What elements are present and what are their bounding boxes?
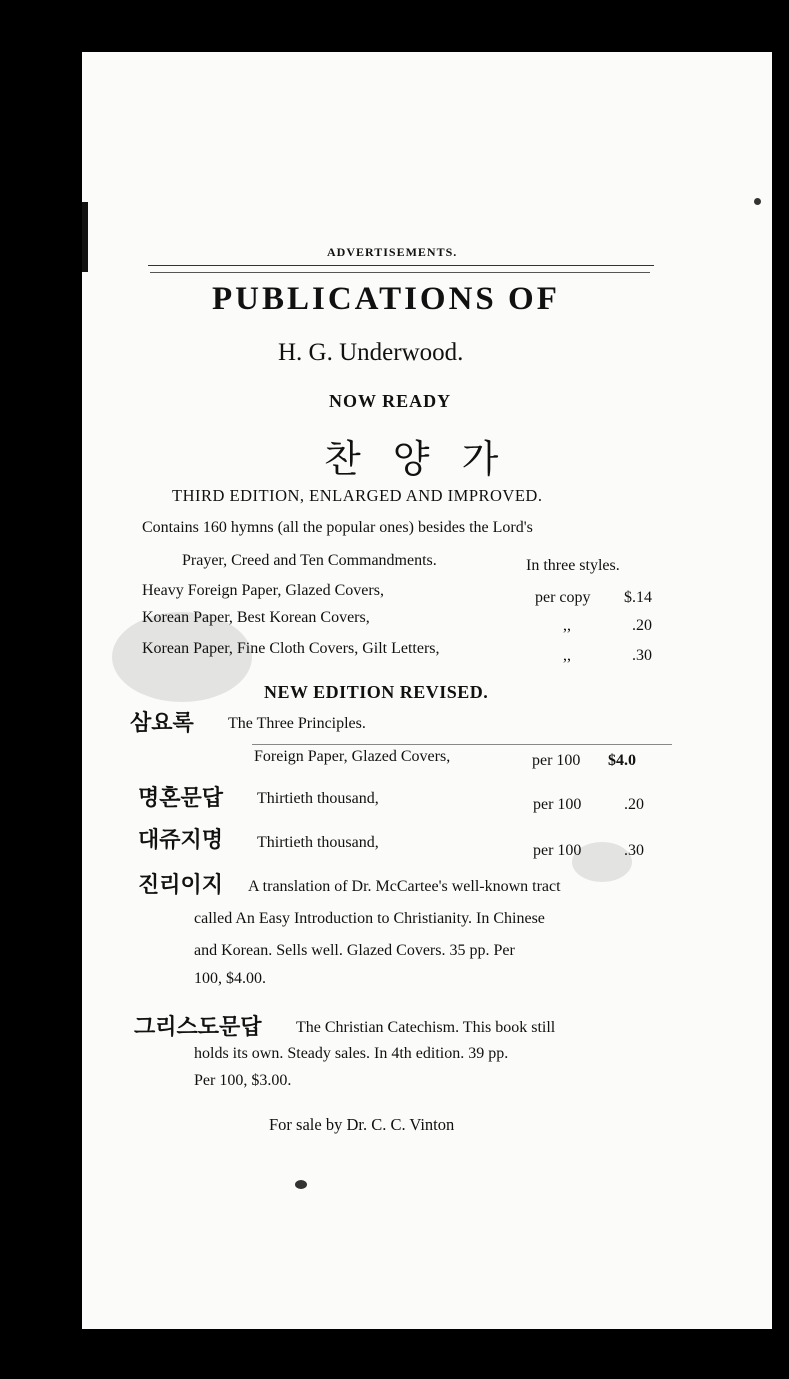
sam-yo-rok-korean: 삼요록 xyxy=(130,711,194,736)
style-row-price: .30 xyxy=(632,647,652,664)
now-ready-label: NOW READY xyxy=(329,391,452,411)
style-row-unit: ,, xyxy=(563,617,571,634)
myeong-hon-price: .20 xyxy=(624,796,644,813)
style-row-price: $.14 xyxy=(624,589,652,606)
hymnal-korean-title: 찬 양 가 xyxy=(324,437,509,481)
dae-ju-korean: 대쥬지명 xyxy=(138,828,224,853)
myeong-hon-unit: per 100 xyxy=(533,796,582,813)
sale-footer: For sale by Dr. C. C. Vinton xyxy=(269,1115,455,1134)
style-row-price: .20 xyxy=(632,617,652,634)
catechism-line-1: The Christian Catechism. This book still xyxy=(296,1019,556,1036)
jilli-korean: 진리이지 xyxy=(138,873,224,898)
jilli-line-1: A translation of Dr. McCartee's well-known tract xyxy=(248,878,561,895)
dae-ju-price: .30 xyxy=(624,842,644,859)
catechism-korean: 그리스도문답 xyxy=(134,1015,262,1040)
publications-title: PUBLICATIONS OF xyxy=(212,281,560,317)
dae-ju-unit: per 100 xyxy=(533,842,582,859)
page-header: ADVERTISEMENTS. xyxy=(327,245,458,259)
sam-yo-rok-detail: Foreign Paper, Glazed Covers, xyxy=(254,748,451,765)
dae-ju-detail: Thirtieth thousand, xyxy=(257,834,379,851)
catechism-line-2: holds its own. Steady sales. In 4th edition. 39 pp. xyxy=(194,1045,509,1062)
ink-blot xyxy=(295,1180,307,1189)
myeong-hon-detail: Thirtieth thousand, xyxy=(257,790,379,807)
style-row-label: Korean Paper, Best Korean Covers, xyxy=(142,609,370,626)
new-edition-heading: NEW EDITION REVISED. xyxy=(264,682,489,702)
sam-yo-rok-price: $4.0 xyxy=(608,752,636,769)
author-name: H. G. Underwood. xyxy=(278,339,464,366)
page-edge-mark xyxy=(82,202,88,272)
sam-yo-rok-unit: per 100 xyxy=(532,752,581,769)
ink-blot xyxy=(754,198,761,205)
catechism-line-3: Per 100, $3.00. xyxy=(194,1072,292,1089)
description-line-2: Prayer, Creed and Ten Commandments. xyxy=(182,552,437,569)
edition-line: THIRD EDITION, ENLARGED AND IMPROVED. xyxy=(172,486,543,505)
jilli-line-3: and Korean. Sells well. Glazed Covers. 35 pp. Per xyxy=(194,942,515,959)
jilli-line-2: called An Easy Introduction to Christianity. In Chinese xyxy=(194,910,545,927)
style-row-unit: ,, xyxy=(563,647,571,664)
jilli-line-4: 100, $4.00. xyxy=(194,970,266,987)
advertisement-page xyxy=(82,52,772,1329)
style-row-unit: per copy xyxy=(535,589,591,606)
myeong-hon-korean: 명혼문답 xyxy=(138,786,224,811)
description-line-1: Contains 160 hymns (all the popular ones) besides the Lord's xyxy=(142,519,533,536)
style-row-label: Korean Paper, Fine Cloth Covers, Gilt Letters, xyxy=(142,640,440,657)
style-row-label: Heavy Foreign Paper, Glazed Covers, xyxy=(142,582,384,599)
header-rule-thin xyxy=(150,272,650,273)
description-line-2-tail: In three styles. xyxy=(526,557,620,574)
divider xyxy=(252,744,672,745)
sam-yo-rok-title: The Three Principles. xyxy=(228,715,366,732)
header-rule xyxy=(148,265,654,266)
